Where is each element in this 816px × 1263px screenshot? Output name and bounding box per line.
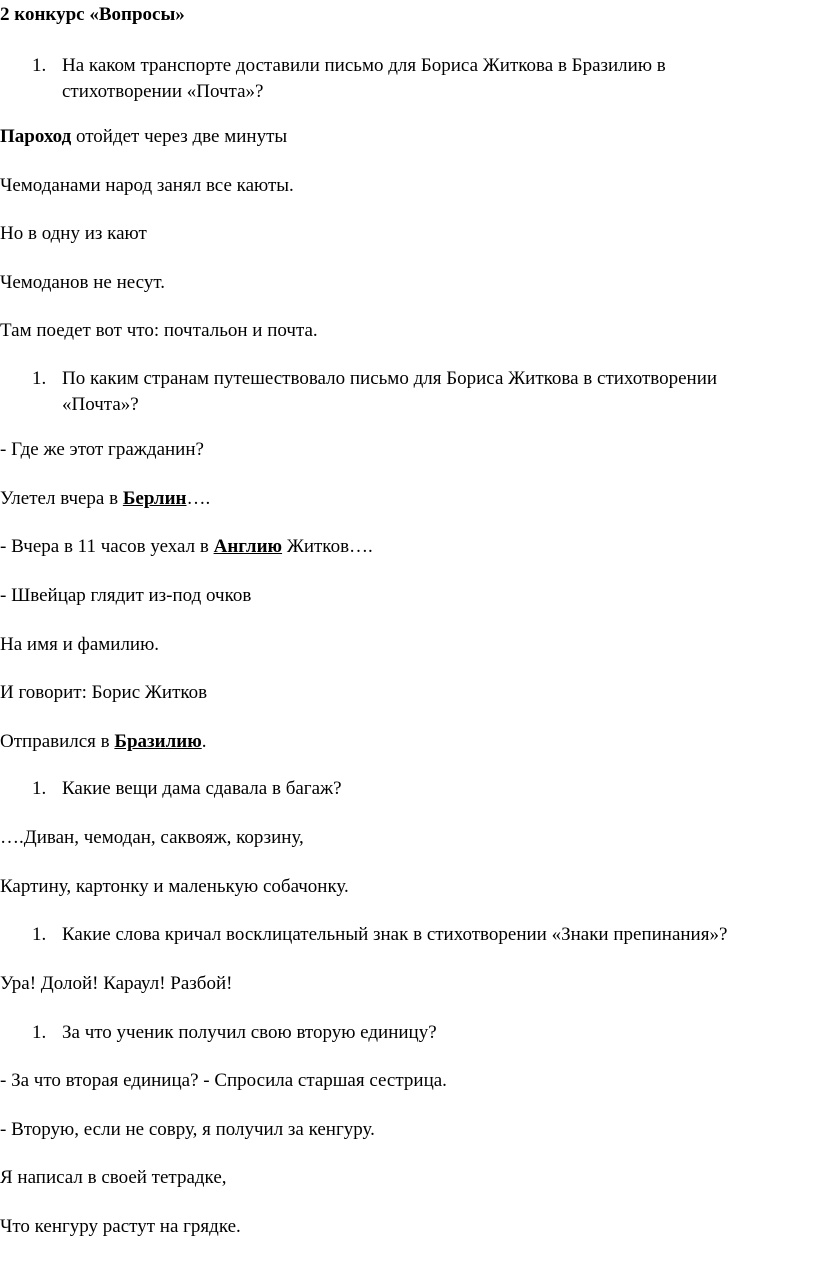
answer-text: отойдет через две минуты: [71, 126, 288, 147]
answer-text: Отправился в: [0, 731, 115, 752]
page-title: 2 конкурс «Вопросы»: [0, 4, 185, 25]
answer-keyword: Берлин: [122, 488, 187, 509]
answer-5-line-3: Я написал в своей тетрадке,: [0, 1167, 227, 1188]
question-text-line: «Почта»?: [62, 394, 139, 415]
answer-text: .: [201, 731, 207, 752]
answer-text: ….: [186, 488, 211, 509]
answer-5-line-1: - За что вторая единица? - Спросила старшая сестрица.: [0, 1070, 447, 1091]
answer-text: Житков….: [282, 536, 373, 557]
answer-3-line-2: Картину, картонку и маленькую собачонку.: [0, 876, 349, 897]
question-text-line: стихотворении «Почта»?: [62, 81, 264, 102]
answer-4-line-1: Ура! Долой! Караул! Разбой!: [0, 973, 233, 994]
answer-keyword: Бразилию: [114, 731, 202, 752]
answer-1-line-3: Но в одну из кают: [0, 223, 147, 244]
question-text: [62, 366, 802, 418]
question-text: [62, 53, 802, 105]
answer-2-line-5: На имя и фамилию.: [0, 634, 160, 655]
answer-2-line-2: [0, 486, 210, 512]
answer-2-line-7: [0, 729, 206, 755]
answer-keyword: Англию: [213, 536, 283, 557]
question-number: 1.: [32, 1022, 47, 1043]
answer-1-line-5: Там поедет вот что: почтальон и почта.: [0, 320, 318, 341]
answer-1-line-1: [0, 124, 287, 150]
question-text: Какие слова кричал восклицательный знак в стихотворении «Знаки препинания»?: [62, 924, 728, 945]
answer-2-line-1: - Где же этот гражданин?: [0, 439, 204, 460]
answer-2-line-6: И говорит: Борис Житков: [0, 682, 208, 703]
question-number: 1.: [32, 55, 47, 76]
answer-1-line-4: Чемоданов не несут.: [0, 272, 165, 293]
question-text: Какие вещи дама сдавала в багаж?: [62, 778, 342, 799]
answer-5-line-4: Что кенгуру растут на грядке.: [0, 1216, 241, 1237]
answer-2-line-4: - Швейцар глядит из-под очков: [0, 585, 252, 606]
answer-3-line-1: ….Диван, чемодан, саквояж, корзину,: [0, 827, 304, 848]
question-text: За что ученик получил свою вторую единицу?: [62, 1022, 437, 1043]
answer-text: - Вчера в 11 часов уехал в: [0, 536, 214, 557]
answer-2-line-3: [0, 534, 373, 560]
question-text-line: По каким странам путешествовало письмо для Бориса Житкова в стихотворении: [62, 368, 718, 389]
question-number: 1.: [32, 778, 47, 799]
question-text-line: На каком транспорте доставили письмо для Бориса Житкова в Бразилию в: [62, 55, 666, 76]
question-number: 1.: [32, 368, 47, 389]
question-number: 1.: [32, 924, 47, 945]
answer-1-line-2: Чемоданами народ занял все каюты.: [0, 175, 294, 196]
answer-keyword: Пароход: [0, 126, 72, 147]
answer-text: Улетел вчера в: [0, 488, 123, 509]
answer-5-line-2: - Вторую, если не совру, я получил за кенгуру.: [0, 1119, 375, 1140]
